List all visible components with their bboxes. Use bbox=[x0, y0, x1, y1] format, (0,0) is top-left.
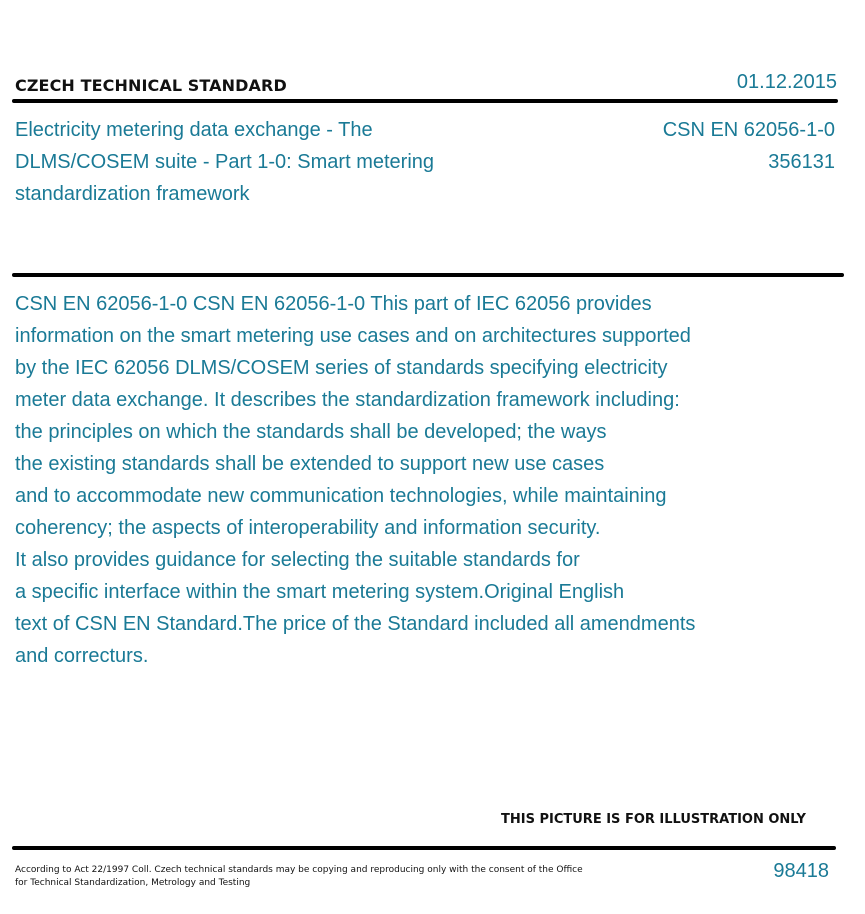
abstract-line: coherency; the aspects of interoperability and information security. bbox=[15, 517, 601, 539]
abstract-line: text of CSN EN Standard.The price of the Standard included all amendments bbox=[15, 613, 696, 635]
standard-identifiers bbox=[663, 114, 835, 178]
standard-title bbox=[15, 114, 535, 210]
top-divider bbox=[12, 99, 838, 103]
publication-date: 01.12.2015 bbox=[736, 71, 837, 93]
abstract-line: the existing standards shall be extended to support new use cases bbox=[15, 453, 605, 475]
standard-code: CSN EN 62056-1-0 bbox=[662, 119, 835, 141]
abstract-line: CSN EN 62056-1-0 CSN EN 62056-1-0 This part of IEC 62056 provides bbox=[15, 293, 652, 315]
document-number: 98418 bbox=[773, 860, 829, 882]
abstract-line: a specific interface within the smart metering system.Original English bbox=[15, 581, 625, 603]
illustration-disclaimer: THIS PICTURE IS FOR ILLUSTRATION ONLY bbox=[501, 812, 806, 827]
middle-divider bbox=[12, 273, 844, 277]
title-line: Electricity metering data exchange - The bbox=[15, 119, 373, 141]
abstract-line: by the IEC 62056 DLMS/COSEM series of standards specifying electricity bbox=[15, 357, 668, 379]
abstract-line: and to accommodate new communication technologies, while maintaining bbox=[15, 485, 667, 507]
document-type-heading: CZECH TECHNICAL STANDARD bbox=[15, 76, 287, 95]
legal-line: According to Act 22/1997 Coll. Czech technical standards may be copying and reproducing only with the consent of the Office bbox=[15, 865, 583, 875]
title-line: DLMS/COSEM suite - Part 1-0: Smart metering bbox=[15, 151, 435, 173]
abstract-line: and correcturs. bbox=[15, 645, 149, 667]
legal-line: for Technical Standardization, Metrology and Testing bbox=[15, 878, 251, 888]
abstract-line: meter data exchange. It describes the standardization framework including: bbox=[15, 389, 680, 411]
bottom-divider bbox=[12, 846, 836, 850]
abstract-line: the principles on which the standards shall be developed; the ways bbox=[15, 421, 607, 443]
abstract-text bbox=[15, 288, 765, 672]
title-line: standardization framework bbox=[15, 183, 250, 205]
catalog-number: 356131 bbox=[768, 151, 835, 173]
abstract-line: It also provides guidance for selecting the suitable standards for bbox=[15, 549, 580, 571]
legal-notice bbox=[15, 864, 583, 890]
abstract-line: information on the smart metering use cases and on architectures supported bbox=[15, 325, 691, 347]
